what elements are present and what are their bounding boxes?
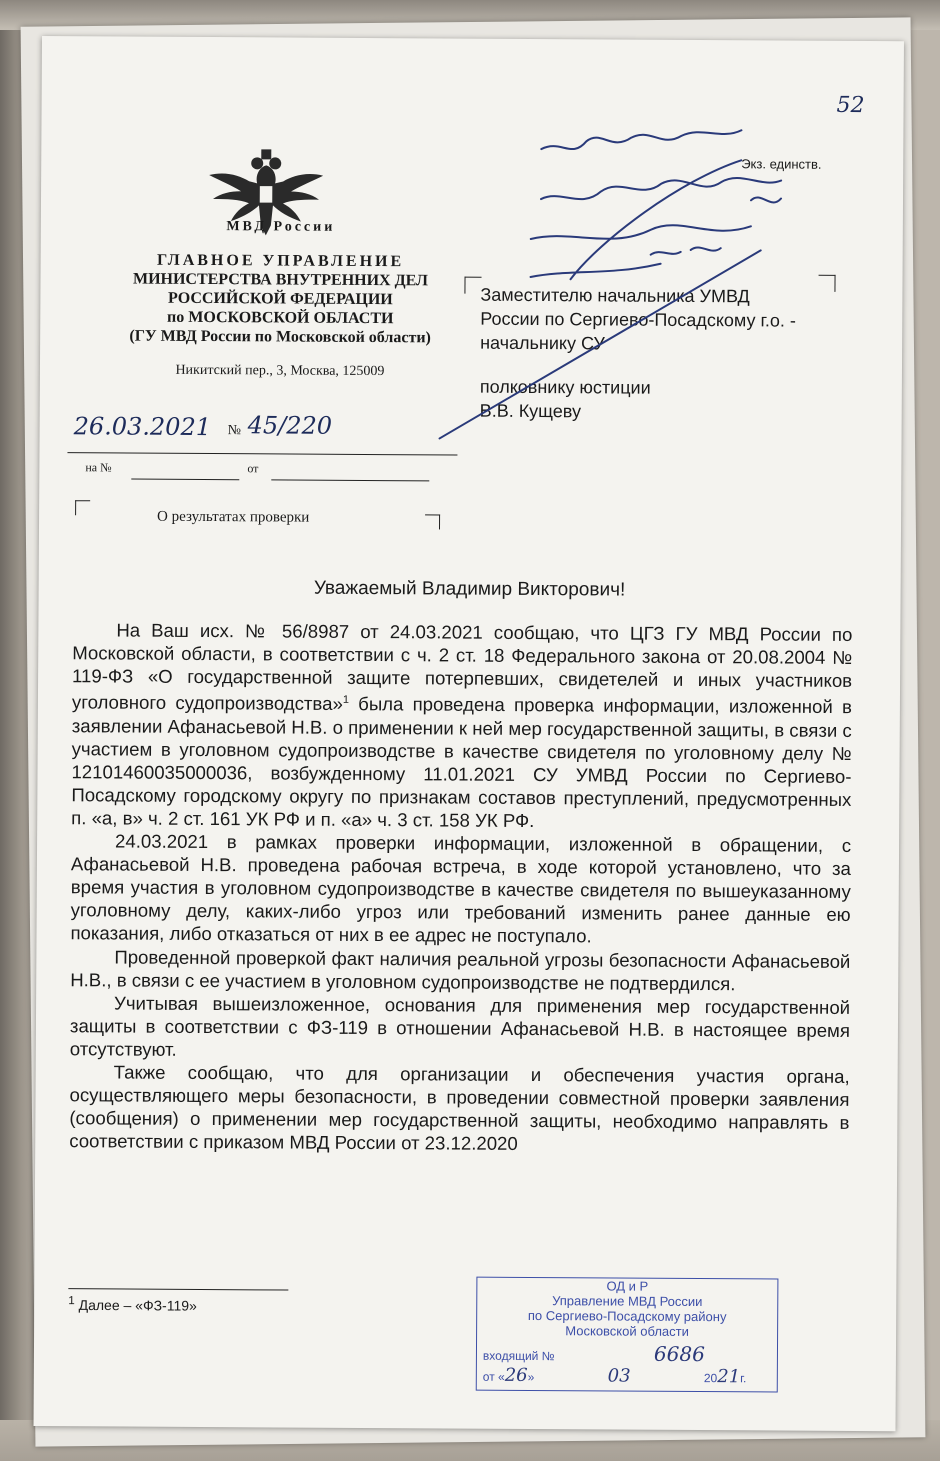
outgoing-number: 45/220 xyxy=(247,411,333,440)
number-label: № xyxy=(227,423,241,439)
reference-number-line xyxy=(131,479,239,481)
subject-bracket-left xyxy=(75,500,90,515)
letter-subject: О результатах проверки xyxy=(157,508,310,526)
headquarters-name xyxy=(90,250,471,347)
stamp-incoming-label: входящий № xyxy=(482,1348,555,1364)
reference-label: на № xyxy=(85,460,112,475)
letter-body xyxy=(69,618,852,1157)
paragraph: Учитывая вышеизложенное, основания для применения мер государственной защиты в соответствии с ФЗ-119 в отношении Афанасьевой Н.В. в настоящее время отсутствуют. xyxy=(69,992,851,1060)
hq-address: Никитский пер., 3, Москва, 125009 xyxy=(175,362,385,380)
addressee-line: Заместителю начальника УМВД xyxy=(480,284,750,307)
stamp-date-row: от «26» 03 2021г. xyxy=(482,1364,747,1388)
outgoing-date: 26.03.2021 xyxy=(73,412,212,442)
paragraph-text: На Ваш исх. № 56/8987 от 24.03.2021 сообщаю, что ЦГЗ ГУ МВД России по Московской области, в соответствии с ч. 2 ст. 18 Федерального закона от 20.08.2004 № 119-ФЗ «О государственной защите потерпевших, свидетелей и иных участников уголовного судопроизводства» xyxy=(71,619,853,715)
letter-page xyxy=(34,36,904,1431)
paragraph xyxy=(71,618,852,834)
paragraph: Проведенной проверкой факт наличия реальной угрозы безопасности Афанасьевой Н.В., в связи с ее участием в уголовном судопроизводстве не подтвердился. xyxy=(70,945,851,994)
addressee-rank: полковнику юстиции xyxy=(479,376,651,398)
salutation: Уважаемый Владимир Викторович! xyxy=(313,577,626,601)
stamp-day: 26 xyxy=(504,1364,528,1386)
double-headed-eagle-emblem-icon xyxy=(201,145,332,256)
hq-line: по МОСКОВСКОЙ ОБЛАСТИ xyxy=(166,308,394,328)
stamp-from-label: от xyxy=(482,1369,495,1384)
handwritten-resolution-icon xyxy=(420,78,842,421)
hq-line: МИНИСТЕРСТВА ВНУТРЕННИХ ДЕЛ xyxy=(132,270,429,290)
reference-date-line xyxy=(271,479,429,481)
footnote-text: Далее – «ФЗ-119» xyxy=(74,1296,197,1314)
stamp-line: Московской области xyxy=(565,1323,689,1339)
footnote-separator xyxy=(68,1288,288,1290)
page-number: 52 xyxy=(836,92,865,119)
footnote xyxy=(68,1294,197,1313)
hq-line: (ГУ МВД России по Московской области) xyxy=(129,327,431,347)
stamp-year-suffix: 21 xyxy=(717,1366,741,1388)
stamp-incoming-number: 6686 xyxy=(653,1341,705,1367)
paragraph: Также сообщаю, что для организации и обеспечения участия органа, осуществляющего меры безопасности, в проведении совместной проверки заявления (сообщения) о применении мер государственной защиты, необходимо направлять в соответствии с приказом МВД России от 23.12.2020 xyxy=(69,1061,850,1155)
stamp-month: 03 xyxy=(607,1365,631,1387)
hq-line: ГЛАВНОЕ УПРАВЛЕНИЕ xyxy=(156,251,405,271)
addressee-line: начальнику СУ xyxy=(480,332,605,354)
ministry-short-name: МВД России xyxy=(226,219,336,235)
stamp-line: по Сергиево-Посадскому району xyxy=(527,1307,727,1325)
reference-from-label: от xyxy=(247,461,259,476)
stamp-year-prefix: 20 xyxy=(703,1371,718,1386)
addressee-line: России по Сергиево-Посадскому г.о. - xyxy=(480,308,796,331)
incoming-registration-stamp xyxy=(476,1277,779,1393)
paragraph-text: была проведена проверка информации, изложенной в заявлении Афанасьевой Н.В. о применении к ней мер государственной защиты, в связи с участием в уголовном судопроизводстве в качестве свидетеля по уголовному делу № 12101460035000036, возбужденному 11.01.2021 СУ УМВД России по Сергиево-Посадскому городскому округу по признакам составов преступлений, предусмотренных п. «а, в» ч. 2 ст. 161 УК РФ и п. «а» ч. 3 ст. 158 УК РФ. xyxy=(71,693,852,831)
paragraph: 24.03.2021 в рамках проверки информации, изложенной в обращении, с Афанасьевой Н.В. проведена рабочая встреча, в ходе которой установлено, что за время участия в уголовном судопроизводстве в качестве свидетеля по вышеуказанному уголовному делу, каких-либо угроз или требований изменить ранее данные ею показания, либо отказаться от них в ее адрес не поступало. xyxy=(70,830,852,947)
addressee-name: В.В. Кущеву xyxy=(479,400,582,422)
stamp-line: ОД и Р xyxy=(606,1278,649,1294)
stamp-year-end: г. xyxy=(740,1371,747,1386)
stamp-incoming-row xyxy=(482,1341,705,1367)
stamp-line: Управление МВД России xyxy=(552,1293,703,1310)
footnote-reference: 1 xyxy=(342,694,350,707)
hq-line: РОССИЙСКОЙ ФЕДЕРАЦИИ xyxy=(168,289,393,309)
copies-note: Экз. единств. xyxy=(741,156,822,172)
subject-bracket-right xyxy=(425,514,440,529)
footnote-mark: 1 xyxy=(68,1294,75,1308)
